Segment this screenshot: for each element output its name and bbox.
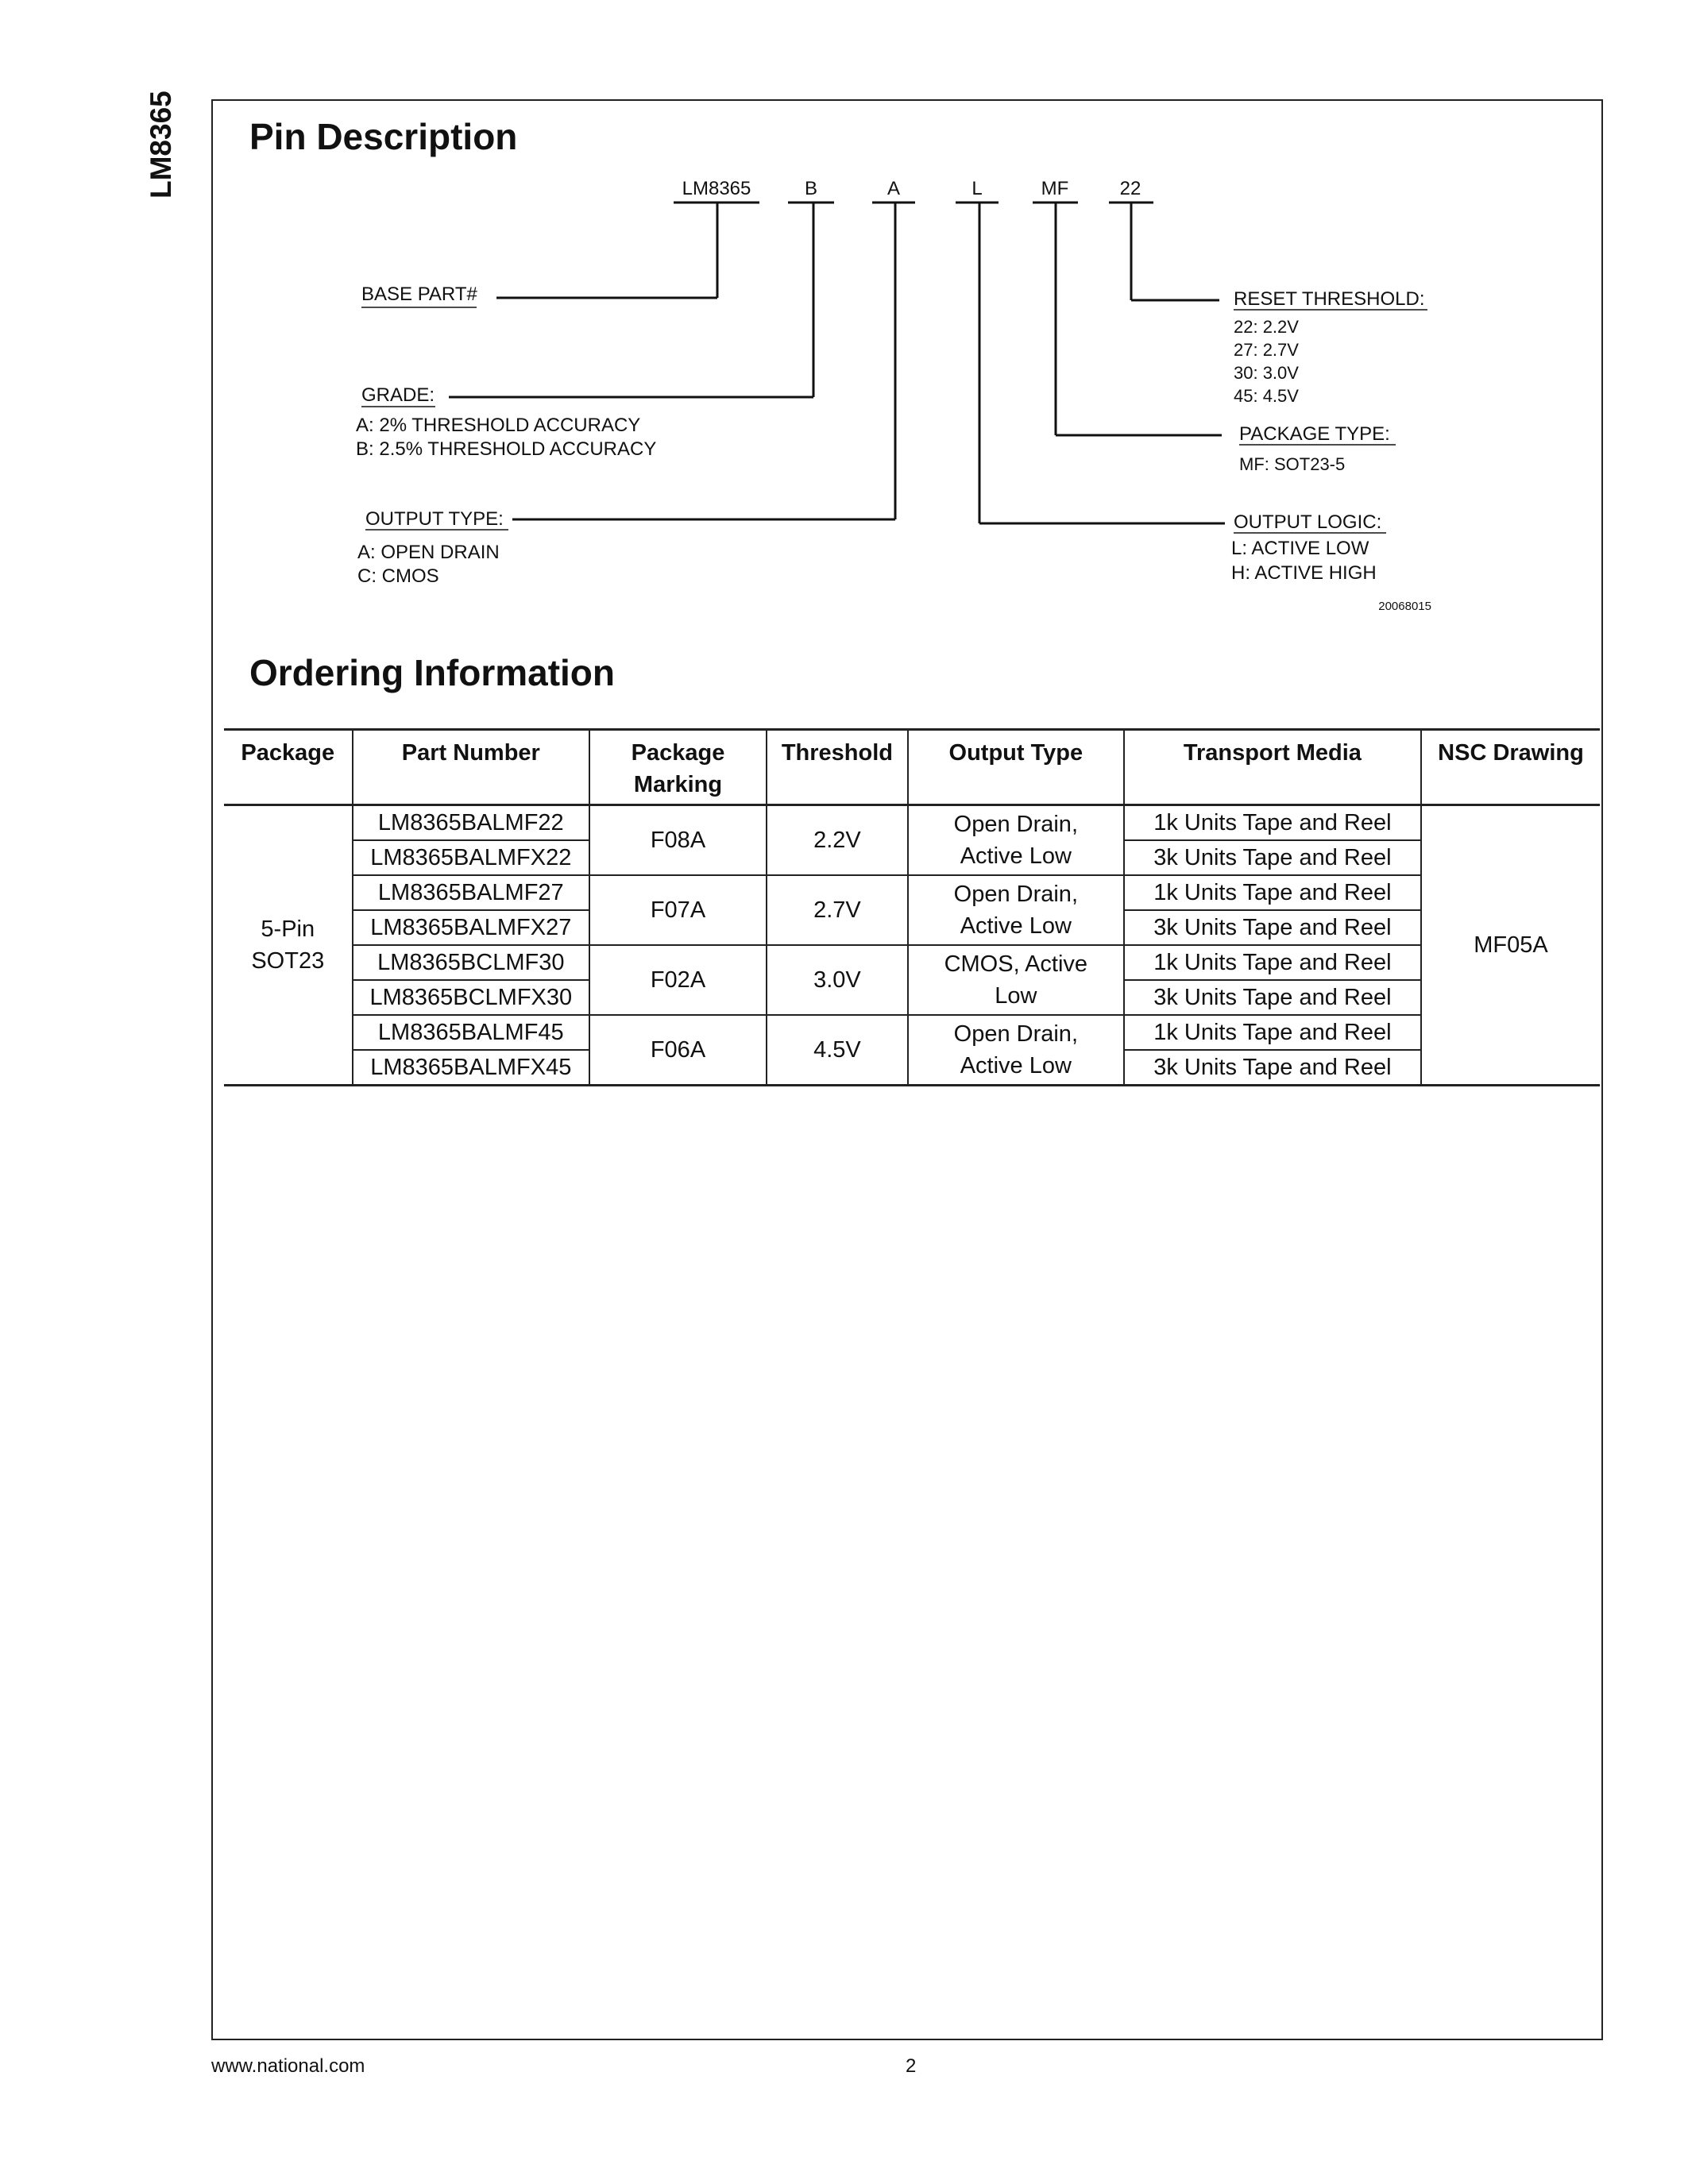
- marking-cell: F06A: [589, 1015, 767, 1086]
- grade-option-a: A: 2% THRESHOLD ACCURACY: [356, 415, 641, 436]
- transport-media-cell: 1k Units Tape and Reel: [1124, 875, 1421, 910]
- code-part-base: LM8365: [682, 178, 751, 199]
- threshold-cell: 3.0V: [767, 945, 908, 1015]
- code-part-output-type: A: [886, 178, 901, 199]
- output-type-cell: [908, 1015, 1124, 1086]
- reset-threshold-option: 27: 2.7V: [1234, 340, 1299, 360]
- output-type-cell: [908, 945, 1124, 1015]
- nsc-drawing-cell: MF05A: [1421, 805, 1600, 1086]
- threshold-cell: 2.2V: [767, 805, 908, 876]
- header-package-marking: [589, 730, 767, 805]
- table-header-row: [224, 730, 1600, 805]
- ordering-information-heading: Ordering Information: [249, 652, 615, 693]
- side-part-title: LM8365: [145, 91, 177, 199]
- part-number-cell: LM8365BCLMFX30: [353, 980, 590, 1015]
- transport-media-cell: 3k Units Tape and Reel: [1124, 840, 1421, 875]
- package-line2: SOT23: [251, 948, 325, 974]
- header-part-number: Part Number: [353, 730, 590, 805]
- transport-media-cell: 1k Units Tape and Reel: [1124, 945, 1421, 980]
- part-number-cell: LM8365BALMFX22: [353, 840, 590, 875]
- marking-cell: F02A: [589, 945, 767, 1015]
- grade-option-b: B: 2.5% THRESHOLD ACCURACY: [356, 438, 657, 460]
- footer-website-link[interactable]: www.national.com: [211, 2055, 365, 2077]
- table-row: [224, 805, 1600, 841]
- marking-cell: F07A: [589, 875, 767, 945]
- threshold-cell: 2.7V: [767, 875, 908, 945]
- ordering-table: [224, 728, 1600, 1086]
- package-cell: [224, 805, 353, 1086]
- output-type-line2: Low: [995, 983, 1037, 1009]
- transport-media-cell: 3k Units Tape and Reel: [1124, 910, 1421, 945]
- reset-threshold-option: 30: 3.0V: [1234, 363, 1299, 383]
- header-package: Package: [224, 730, 353, 805]
- code-part-grade: B: [804, 178, 818, 199]
- output-type-cell: [908, 805, 1124, 876]
- marking-cell: F08A: [589, 805, 767, 876]
- header-package-marking-line1: Package: [631, 740, 725, 766]
- reset-threshold-option: 45: 4.5V: [1234, 386, 1299, 406]
- output-type-line1: Open Drain,: [953, 812, 1078, 837]
- pin-description-heading: Pin Description: [249, 116, 518, 157]
- package-type-option: MF: SOT23-5: [1239, 454, 1346, 474]
- grade-label: GRADE:: [361, 384, 435, 406]
- output-type-option-c: C: CMOS: [357, 565, 439, 587]
- part-number-cell: LM8365BALMF45: [353, 1015, 590, 1050]
- threshold-cell: 4.5V: [767, 1015, 908, 1086]
- code-part-package: MF: [1041, 178, 1069, 199]
- transport-media-cell: 1k Units Tape and Reel: [1124, 805, 1421, 841]
- output-type-line2: Active Low: [960, 843, 1072, 869]
- reset-threshold-label: RESET THRESHOLD:: [1234, 288, 1425, 310]
- transport-media-cell: 3k Units Tape and Reel: [1124, 980, 1421, 1015]
- output-type-option-a: A: OPEN DRAIN: [357, 542, 500, 563]
- header-output-type: Output Type: [908, 730, 1124, 805]
- part-number-cell: LM8365BCLMF30: [353, 945, 590, 980]
- part-number-cell: LM8365BALMFX45: [353, 1050, 590, 1086]
- output-type-label: OUTPUT TYPE:: [365, 508, 504, 530]
- code-part-threshold: 22: [1119, 178, 1141, 199]
- output-type-line1: Open Drain,: [953, 1021, 1078, 1047]
- reset-threshold-option: 22: 2.2V: [1234, 317, 1299, 337]
- transport-media-cell: 1k Units Tape and Reel: [1124, 1015, 1421, 1050]
- footer-page-number: 2: [906, 2055, 917, 2077]
- header-threshold: Threshold: [767, 730, 908, 805]
- table-row: [224, 945, 1600, 980]
- output-logic-option-l: L: ACTIVE LOW: [1231, 538, 1369, 559]
- package-line1: 5-Pin: [261, 916, 315, 942]
- header-nsc-drawing: NSC Drawing: [1421, 730, 1600, 805]
- part-number-diagram: [0, 0, 1688, 651]
- output-type-line2: Active Low: [960, 1053, 1072, 1078]
- output-type-cell: [908, 875, 1124, 945]
- output-logic-label: OUTPUT LOGIC:: [1234, 511, 1382, 533]
- output-type-line1: Open Drain,: [953, 882, 1078, 907]
- output-type-line1: CMOS, Active: [944, 951, 1088, 977]
- header-transport-media: Transport Media: [1124, 730, 1421, 805]
- header-package-marking-line2: Marking: [633, 772, 723, 797]
- output-logic-option-h: H: ACTIVE HIGH: [1231, 562, 1377, 584]
- base-part-label: BASE PART#: [361, 284, 477, 305]
- figure-id: 20068015: [1378, 600, 1431, 613]
- part-number-cell: LM8365BALMF27: [353, 875, 590, 910]
- package-type-label: PACKAGE TYPE:: [1239, 423, 1390, 445]
- part-number-cell: LM8365BALMF22: [353, 805, 590, 841]
- table-row: [224, 1015, 1600, 1050]
- table-row: [224, 875, 1600, 910]
- transport-media-cell: 3k Units Tape and Reel: [1124, 1050, 1421, 1086]
- code-part-output-logic: L: [971, 178, 983, 199]
- part-number-cell: LM8365BALMFX27: [353, 910, 590, 945]
- output-type-line2: Active Low: [960, 913, 1072, 939]
